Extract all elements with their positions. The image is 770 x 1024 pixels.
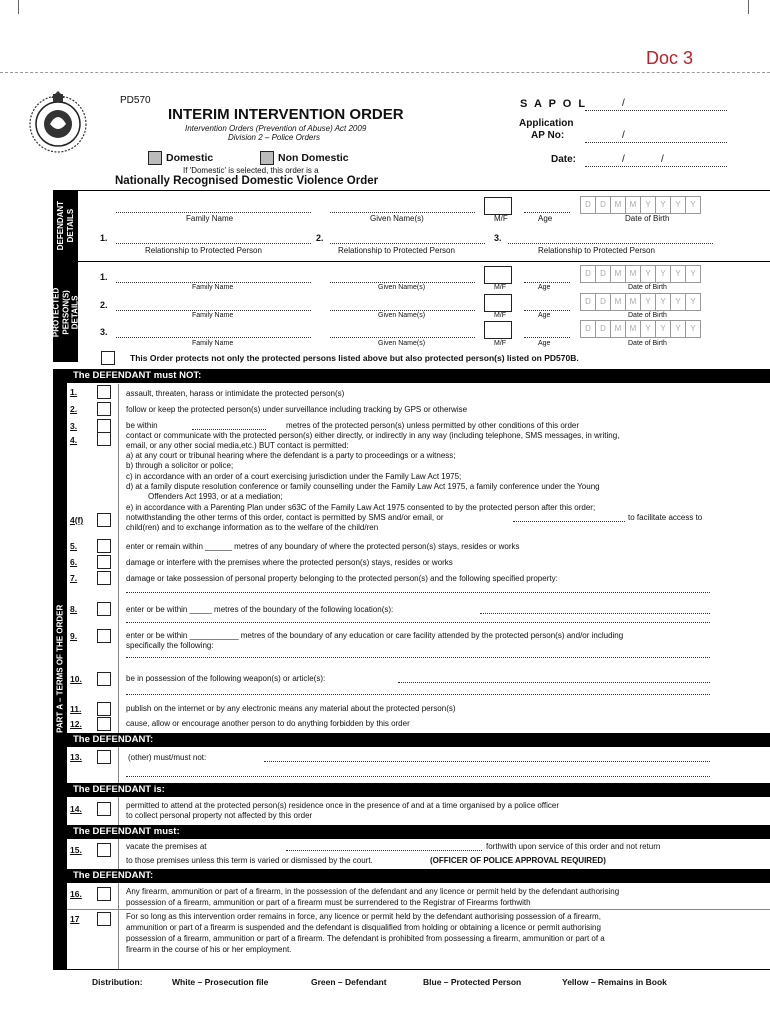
pp2-mf-box[interactable] (484, 294, 512, 312)
term-12-checkbox[interactable] (97, 717, 111, 731)
date-label: Date: (551, 154, 577, 165)
perforation-mark (748, 0, 749, 14)
form-code: PD570 (120, 95, 151, 106)
dob-digit-box[interactable]: M (626, 320, 641, 338)
perforation-mark (18, 0, 19, 14)
dob-digit-box[interactable]: Y (656, 265, 671, 283)
term-4-c: c) in accordance with an order of a court exercising jurisdiction under the Family Law Act 1975; (126, 472, 462, 481)
defendant-must-header: The DEFENDANT must: (67, 825, 770, 839)
sapol-label: S A P O L (520, 98, 588, 110)
term-13-text: (other) must/must not: (128, 753, 207, 762)
term-3-metres-field[interactable] (192, 429, 266, 430)
term-15-premises-field[interactable] (286, 850, 482, 851)
pp1-family-name-field[interactable] (116, 282, 311, 283)
given-names-label: Given Name(s) (378, 312, 426, 319)
dob-digit-box[interactable]: D (580, 265, 596, 283)
dob-digit-box[interactable]: M (611, 293, 626, 311)
distribution-white: White – Prosecution file (172, 977, 269, 987)
division-reference: Division 2 – Police Orders (228, 133, 321, 142)
relationship-label: Relationship to Protected Person (538, 246, 655, 255)
term-divider (67, 909, 770, 910)
mf-label: M/F (494, 312, 507, 319)
age-label: Age (538, 340, 551, 347)
defendant-mf-box[interactable] (484, 197, 512, 215)
term-15-text: forthwith upon service of this order and not return (486, 842, 661, 851)
mf-label: M/F (494, 284, 507, 291)
family-name-label: Family Name (192, 312, 234, 319)
defendant-header: The DEFENDANT: (67, 733, 770, 747)
pp2-given-names-field[interactable] (330, 310, 475, 311)
term-3-num: 3. (70, 421, 78, 431)
term-14-text: permitted to attend at the protected person(s) residence once in the presence of and at a time organised by a police officer (126, 801, 559, 810)
dob-label: Date of Birth (628, 340, 667, 347)
term-4f-text: child(ren) and to exchange information as to the welfare of the child/ren (126, 523, 379, 532)
term-17-checkbox[interactable] (97, 912, 111, 926)
term-4-text: email, or any other social media,etc.) BUT contact is permitted: (126, 441, 349, 450)
distribution-green: Green – Defendant (311, 977, 387, 987)
term-7-property-field[interactable] (126, 592, 710, 593)
ap-no-field[interactable] (585, 142, 727, 143)
term-4-checkbox[interactable] (97, 432, 111, 446)
term-4f-contact-field[interactable] (513, 521, 625, 522)
pd570b-checkbox[interactable] (101, 351, 115, 365)
term-9-num: 9. (70, 631, 78, 641)
sapol-number-field[interactable] (585, 110, 727, 111)
row-num: 2. (100, 300, 108, 310)
dob-digit-box[interactable]: Y (641, 196, 656, 214)
dob-digit-box[interactable]: Y (671, 196, 686, 214)
term-17-text: possession of a firearm, ammunition or part of a firearm. The defendant is prohibited from possessing a firearm, ammunition or part of a (126, 934, 605, 943)
term-13-num: 13. (70, 752, 82, 762)
date-slash: / (661, 154, 664, 165)
term-15-checkbox[interactable] (97, 843, 111, 857)
dob-digit-box[interactable]: Y (686, 196, 701, 214)
pp3-dob-boxes[interactable] (580, 320, 701, 338)
pp2-age-field[interactable] (524, 310, 570, 311)
section-divider (53, 261, 770, 262)
term-2-checkbox[interactable] (97, 402, 111, 416)
term-17-text: ammunition or part of a firearm is suspended and the defendant is disqualified from holding or obtaining a licence or permit authorising (126, 923, 601, 932)
term-16-checkbox[interactable] (97, 887, 111, 901)
term-4-d: d) at a family dispute resolution conference or family counselling under the Family Law Act 1975, a family conference under the Young (126, 482, 600, 491)
term-4f-text: notwithstanding the other terms of this order, contact is permitted by SMS and/or email, or (126, 513, 444, 522)
protected-persons-side-label: PROTECTED PERSON(S) DETAILS (53, 262, 78, 362)
domestic-note: If 'Domestic' is selected, this order is a (183, 166, 319, 175)
term-1-num: 1. (70, 387, 78, 397)
term-9-facility-field[interactable] (126, 657, 710, 658)
term-9-checkbox[interactable] (97, 629, 111, 643)
age-label: Age (538, 284, 551, 291)
sapol-slash: / (622, 98, 625, 109)
term-10-text: be in possession of the following weapon(s) or article(s): (126, 674, 326, 683)
dob-label: Date of Birth (628, 312, 667, 319)
dob-label: Date of Birth (625, 214, 670, 223)
term-8-location-field-2[interactable] (126, 622, 710, 623)
term-9-text: enter or be within ___________ metres of the boundary of any education or care facility attended by the protected person(s) and/or including (126, 631, 624, 640)
family-name-label: Family Name (186, 214, 234, 223)
dob-digit-box[interactable]: Y (686, 320, 701, 338)
act-reference: Intervention Orders (Prevention of Abuse) Act 2009 (185, 124, 367, 133)
non-domestic-checkbox[interactable] (260, 151, 274, 165)
term-1-text: assault, threaten, harass or intimidate the protected person(s) (126, 389, 345, 398)
term-6-text: damage or interfere with the premises where the protected person(s) stays, resides or works (126, 558, 453, 567)
dob-label: Date of Birth (628, 284, 667, 291)
row-num: 3. (100, 327, 108, 337)
term-14-text: to collect personal property not affected by this order (126, 811, 313, 820)
pp3-given-names-field[interactable] (330, 337, 475, 338)
pp2-family-name-field[interactable] (116, 310, 311, 311)
term-15-num: 15. (70, 845, 82, 855)
dob-digit-box[interactable]: Y (656, 320, 671, 338)
term-3-checkbox[interactable] (97, 419, 111, 433)
pp3-age-field[interactable] (524, 337, 570, 338)
term-4-num: 4. (70, 435, 78, 445)
non-domestic-label: Non Domestic (278, 152, 349, 164)
term-3-text: metres of the protected person(s) unless permitted by other conditions of this order (286, 421, 580, 430)
term-4f-num: 4(f) (70, 515, 84, 525)
ap-no-label: AP No: (531, 130, 565, 141)
term-11-checkbox[interactable] (97, 702, 111, 716)
mf-label: M/F (494, 214, 508, 223)
form-bottom-line (53, 969, 770, 970)
term-9-text: specifically the following: (126, 641, 214, 650)
given-names-label: Given Name(s) (378, 340, 426, 347)
term-16-text: possession of a firearm, ammunition or part of a firearm must be surrendered to the Registrar of Firearms forthwith (126, 898, 531, 907)
dob-digit-box[interactable]: M (611, 320, 626, 338)
row-num: 1. (100, 272, 108, 282)
domestic-checkbox[interactable] (148, 151, 162, 165)
pp1-dob-boxes[interactable] (580, 265, 701, 283)
dob-digit-box[interactable]: Y (641, 265, 656, 283)
dob-digit-box[interactable]: D (596, 320, 611, 338)
term-14-checkbox[interactable] (97, 802, 111, 816)
term-8-checkbox[interactable] (97, 602, 111, 616)
dob-digit-box[interactable]: Y (671, 293, 686, 311)
defendant-details-side-label: DEFENDANT DETAILS (53, 191, 78, 261)
pp1-mf-box[interactable] (484, 266, 512, 284)
term-2-num: 2. (70, 404, 78, 414)
term-5-num: 5. (70, 541, 78, 551)
term-12-num: 12. (70, 719, 82, 729)
given-names-label: Given Name(s) (370, 214, 424, 223)
term-7-text: damage or take possession of personal property belonging to the protected person(s) and the following specified property: (126, 574, 558, 583)
date-field[interactable] (585, 166, 727, 167)
distribution-label: Distribution: (92, 977, 143, 987)
date-slash: / (622, 154, 625, 165)
form-title: INTERIM INTERVENTION ORDER (168, 106, 404, 123)
relationship-3-num: 3. (494, 233, 502, 243)
dob-digit-box[interactable]: D (580, 196, 596, 214)
term-3-text: be within (126, 421, 158, 430)
domestic-label: Domestic (166, 152, 214, 164)
dob-digit-box[interactable]: M (611, 196, 626, 214)
term-6-num: 6. (70, 557, 78, 567)
dob-digit-box[interactable]: M (626, 265, 641, 283)
term-11-text: publish on the internet or by any electronic means any material about the protected person(s) (126, 704, 456, 713)
term-15-text: vacate the premises at (126, 842, 207, 851)
dob-digit-box[interactable]: D (580, 293, 596, 311)
relationship-label: Relationship to Protected Person (338, 246, 455, 255)
term-17-text: firearm in the course of his or her employment. (126, 945, 292, 954)
defendant-family-name-field[interactable] (116, 212, 311, 213)
term-10-num: 10. (70, 674, 82, 684)
term-8-text: enter or be within _____ metres of the boundary of the following location(s): (126, 605, 394, 614)
term-10-checkbox[interactable] (97, 672, 111, 686)
term-4-a: a) at any court or tribunal hearing where the defendant is a party to proceedings or a witness; (126, 451, 456, 460)
age-label: Age (538, 312, 551, 319)
relationship-3-field[interactable] (508, 243, 713, 244)
dob-digit-box[interactable]: Y (641, 293, 656, 311)
term-6-checkbox[interactable] (97, 555, 111, 569)
term-11-num: 11. (70, 704, 82, 714)
dob-digit-box[interactable]: Y (686, 265, 701, 283)
term-5-text: enter or remain within ______ metres of any boundary of where the protected person(s) stays, resides or works (126, 542, 520, 551)
term-5-checkbox[interactable] (97, 539, 111, 553)
part-a-side-label: PART A – TERMS OF THE ORDER (53, 369, 67, 969)
pp1-age-field[interactable] (524, 282, 570, 283)
dob-digit-box[interactable]: M (626, 293, 641, 311)
term-10-weapons-field-2[interactable] (126, 694, 710, 695)
ap-slash: / (622, 130, 625, 141)
term-2-text: follow or keep the protected person(s) under surveillance including tracking by GPS or otherwise (126, 405, 468, 414)
term-4-b: b) through a solicitor or police; (126, 461, 234, 470)
relationship-1-num: 1. (100, 233, 108, 243)
pp1-given-names-field[interactable] (330, 282, 475, 283)
dob-digit-box[interactable]: D (596, 293, 611, 311)
pp2-dob-boxes[interactable] (580, 293, 701, 311)
defendant-age-field[interactable] (524, 212, 570, 213)
relationship-label: Relationship to Protected Person (145, 246, 262, 255)
term-10-weapons-field[interactable] (398, 682, 710, 683)
relationship-2-field[interactable] (330, 243, 485, 244)
term-7-num: 7. (70, 573, 78, 583)
term-16-text: Any firearm, ammunition or part of a firearm, in the possession of the defendant and any licence or permit held by the defendant authorising (126, 887, 620, 896)
relationship-1-field[interactable] (116, 243, 311, 244)
term-16-num: 16. (70, 889, 82, 899)
pp3-mf-box[interactable] (484, 321, 512, 339)
given-names-label: Given Name(s) (378, 284, 426, 291)
term-15-text: to those premises unless this term is varied or dismissed by the court. (126, 856, 373, 865)
doc-label: Doc 3 (646, 48, 694, 68)
term-4-d: Offenders Act 1993, or at a mediation; (148, 492, 283, 501)
term-13-field[interactable] (264, 761, 710, 762)
mf-label: M/F (494, 340, 507, 347)
term-7-checkbox[interactable] (97, 571, 111, 585)
defendant-given-names-field[interactable] (330, 212, 475, 213)
term-17-text: For so long as this intervention order remains in force, any licence or permit held by the defendant authorising possession of a firearm, (126, 912, 601, 921)
dob-digit-box[interactable]: Y (641, 320, 656, 338)
age-label: Age (538, 214, 553, 223)
term-8-num: 8. (70, 604, 78, 614)
family-name-label: Family Name (192, 284, 234, 291)
dob-digit-box[interactable]: Y (656, 293, 671, 311)
perforation-line (0, 72, 770, 73)
dob-digit-box[interactable]: Y (686, 293, 701, 311)
term-17-num: 17 (70, 914, 80, 924)
relationship-2-num: 2. (316, 233, 324, 243)
section-divider (53, 190, 770, 191)
term-4-e: e) in accordance with a Parenting Plan under s63C of the Family Law Act 1975 consented to by the protected person after this order; (126, 503, 596, 512)
term-8-location-field[interactable] (480, 613, 710, 614)
dob-digit-box[interactable]: D (596, 265, 611, 283)
distribution-yellow: Yellow – Remains in Book (562, 977, 667, 987)
defendant-header-2: The DEFENDANT: (67, 869, 770, 883)
term-1-checkbox[interactable] (97, 385, 111, 399)
nrdv-title: Nationally Recognised Domestic Violence Order (115, 175, 379, 187)
pp3-family-name-field[interactable] (116, 337, 311, 338)
dob-digit-box[interactable]: M (611, 265, 626, 283)
term-4-text: contact or communicate with the protected person(s) either directly, or indirectly in any way (including telephone, SMS messages, in writing, (126, 431, 620, 440)
term-13-field-2[interactable] (126, 776, 710, 777)
must-not-header: The DEFENDANT must NOT: (67, 369, 770, 383)
defendant-dob-boxes[interactable] (580, 196, 701, 214)
dob-digit-box[interactable]: D (596, 196, 611, 214)
dob-digit-box[interactable]: Y (656, 196, 671, 214)
also-protects-note: This Order protects not only the protected persons listed above but also protected person(s) listed on PD570B. (130, 353, 579, 363)
distribution-blue: Blue – Protected Person (423, 977, 522, 987)
sapol-logo-icon (26, 90, 90, 156)
term-4f-text: to facilitate access to (628, 513, 703, 522)
dob-digit-box[interactable]: D (580, 320, 596, 338)
dob-digit-box[interactable]: M (626, 196, 641, 214)
police-approval-note: (OFFICER OF POLICE APPROVAL REQUIRED) (430, 856, 606, 865)
family-name-label: Family Name (192, 340, 234, 347)
defendant-is-header: The DEFENDANT is: (67, 783, 770, 797)
term-12-text: cause, allow or encourage another person to do anything forbidden by this order (126, 719, 410, 728)
term-14-num: 14. (70, 804, 82, 814)
term-4f-checkbox[interactable] (97, 513, 111, 527)
application-label: Application (519, 118, 574, 129)
dob-digit-box[interactable]: Y (671, 320, 686, 338)
term-13-checkbox[interactable] (97, 750, 111, 764)
dob-digit-box[interactable]: Y (671, 265, 686, 283)
